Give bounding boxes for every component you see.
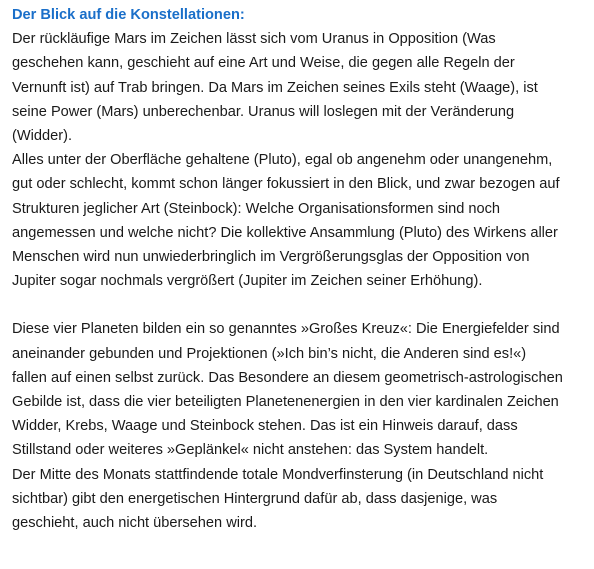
text-line: Diese vier Planeten bilden ein so genanntes »Großes Kreuz«: Die Energiefelder sind	[12, 321, 560, 338]
text-line: Jupiter sogar nochmals vergrößert (Jupiter im Zeichen seiner Erhöhung).	[12, 273, 483, 290]
text-line: fallen auf einen selbst zurück. Das Besondere an diesem geometrisch-astrologischen	[12, 369, 563, 386]
text-line: sichtbar) gibt den energetischen Hintergrund dafür ab, dass dasjenige, was	[12, 490, 498, 507]
paragraph-grosses-kreuz	[12, 317, 590, 462]
text-line: geschieht, auch nicht übersehen wird.	[12, 514, 258, 531]
article-body	[12, 3, 590, 535]
text-line: Menschen wird nun unwiederbringlich im Vergrößerungsglas der Opposition von	[12, 248, 530, 265]
text-line: Stillstand oder weiteres »Geplänkel« nicht anstehen: das System handelt.	[12, 442, 489, 459]
text-line: Strukturen jeglicher Art (Steinbock): Welche Organisationsformen sind noch	[12, 200, 501, 217]
paragraph-mars-uranus	[12, 27, 590, 148]
paragraph-pluto-jupiter	[12, 148, 590, 293]
text-line: (Widder).	[12, 127, 72, 144]
paragraph-spacer	[12, 293, 590, 317]
text-line: angemessen und welche nicht? Die kollektive Ansammlung (Pluto) des Wirkens aller	[12, 224, 558, 241]
text-line: aneinander gebunden und Projektionen (»Ich bin’s nicht, die Anderen sind es!«)	[12, 345, 527, 362]
text-line: Alles unter der Oberfläche gehaltene (Pluto), egal ob angenehm oder unangenehm,	[12, 152, 553, 169]
section-heading: Der Blick auf die Konstellationen:	[12, 7, 245, 23]
text-line: Der rückläufige Mars im Zeichen lässt sich vom Uranus in Opposition (Was	[12, 31, 496, 48]
text-line: Der Mitte des Monats stattfindende totale Mondverfinsterung (in Deutschland nicht	[12, 466, 544, 483]
text-line: Vernunft ist) auf Trab bringen. Da Mars im Zeichen seines Exils steht (Waage), ist	[12, 79, 538, 96]
text-line: Widder, Krebs, Waage und Steinbock stehen. Das ist ein Hinweis darauf, dass	[12, 418, 518, 435]
text-line: gut oder schlecht, kommt schon länger fokussiert in den Blick, und zwar bezogen auf	[12, 176, 560, 193]
paragraph-mondfinsternis	[12, 463, 590, 536]
text-line: seine Power (Mars) unberechenbar. Uranus will loslegen mit der Veränderung	[12, 103, 515, 120]
text-line: geschehen kann, geschieht auf eine Art und Weise, die gegen alle Regeln der	[12, 55, 515, 72]
text-line: Gebilde ist, dass die vier beteiligten Planetenenergien in den vier kardinalen Zeichen	[12, 394, 559, 410]
